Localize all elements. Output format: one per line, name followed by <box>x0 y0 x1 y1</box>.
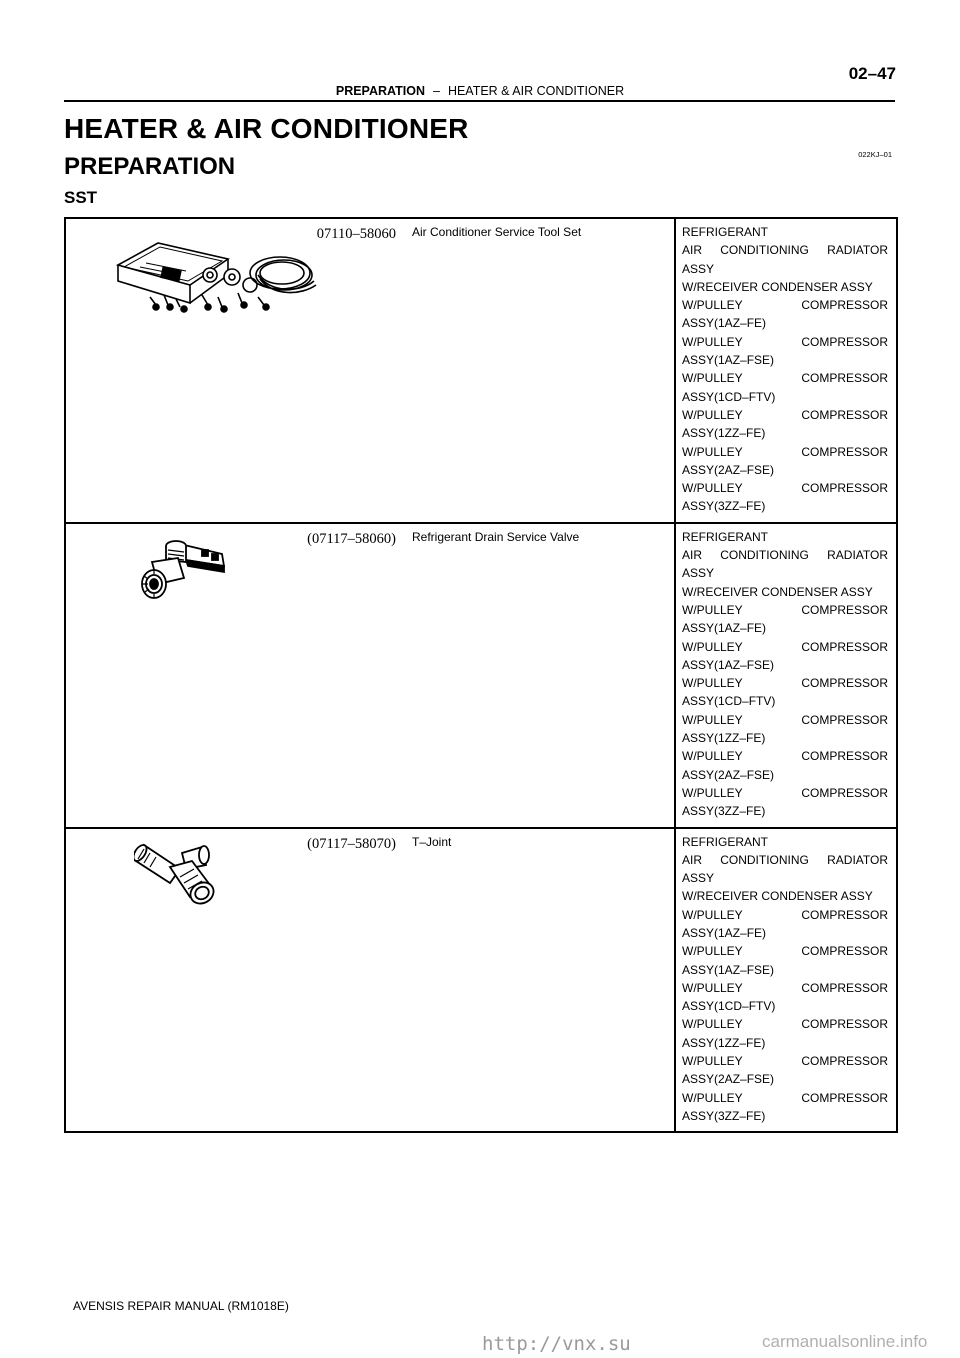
part-number: 07110–58060 <box>316 226 396 242</box>
tool-cell <box>404 828 675 1133</box>
application-line: ASSY(1AZ–FSE) <box>682 353 775 368</box>
application-line: ASSY(2AZ–FSE) <box>682 462 775 477</box>
application-line: W/PULLEY COMPRESSOR <box>682 407 888 422</box>
application-line: AIR CONDITIONING RADIATOR <box>682 243 888 258</box>
application-line: ASSY(1CD–FTV) <box>682 999 776 1014</box>
application-line: W/RECEIVER CONDENSER ASSY <box>682 279 873 294</box>
tool-name: T–Joint <box>412 834 452 849</box>
image-cell <box>65 523 404 828</box>
t-joint-illustration-icon <box>134 839 220 905</box>
application-line: ASSY(1AZ–FSE) <box>682 962 775 977</box>
applications-list <box>676 219 896 522</box>
application-line: W/PULLEY COMPRESSOR <box>682 1017 888 1032</box>
applications-list <box>676 524 896 827</box>
application-line: REFRIGERANT <box>682 225 769 239</box>
category-heading: SST <box>64 188 98 207</box>
application-line: ASSY(1ZZ–FE) <box>682 731 766 746</box>
application-line: ASSY(1AZ–FSE) <box>682 657 775 672</box>
application-line: W/PULLEY COMPRESSOR <box>682 334 888 349</box>
tool-cell <box>404 218 675 523</box>
header-separator: – <box>432 84 440 98</box>
table-row <box>65 523 897 828</box>
drain-valve-illustration-icon <box>140 532 232 604</box>
application-line: W/PULLEY COMPRESSOR <box>682 907 888 922</box>
table-row <box>65 218 897 523</box>
application-line: W/PULLEY COMPRESSOR <box>682 639 888 654</box>
application-line: ASSY(1ZZ–FE) <box>682 1035 766 1050</box>
part-number: (07117–58070) <box>307 835 396 852</box>
application-line: ASSY(1AZ–FE) <box>682 316 767 331</box>
application-line: W/PULLEY COMPRESSOR <box>682 602 888 617</box>
section-title: PREPARATION <box>64 153 236 180</box>
application-line: REFRIGERANT <box>682 834 769 849</box>
application-line: W/PULLEY COMPRESSOR <box>682 1090 888 1105</box>
application-line: AIR CONDITIONING RADIATOR <box>682 548 888 563</box>
applications-cell <box>675 828 897 1133</box>
tool-name: Air Conditioner Service Tool Set <box>412 225 582 239</box>
application-line: ASSY(2AZ–FSE) <box>682 767 775 782</box>
application-line: W/PULLEY COMPRESSOR <box>682 944 888 959</box>
application-line: ASSY <box>682 261 715 276</box>
image-cell <box>65 218 404 523</box>
page-number: 02–47 <box>848 64 896 83</box>
tool-cell <box>404 523 675 828</box>
application-line: ASSY(1CD–FTV) <box>682 694 776 709</box>
part-number: (07117–58060) <box>307 530 396 547</box>
application-line: ASSY <box>682 871 715 886</box>
application-line: W/PULLEY COMPRESSOR <box>682 676 888 691</box>
image-cell <box>65 828 404 1133</box>
application-line: W/RECEIVER CONDENSER ASSY <box>682 889 873 904</box>
sst-table <box>64 217 898 1133</box>
application-line: ASSY(3ZZ–FE) <box>682 1108 766 1123</box>
application-line: W/RECEIVER CONDENSER ASSY <box>682 584 873 599</box>
application-line: W/PULLEY COMPRESSOR <box>682 749 888 764</box>
application-line: ASSY(3ZZ–FE) <box>682 499 766 514</box>
page-title: HEATER & AIR CONDITIONER <box>64 113 469 144</box>
application-line: W/PULLEY COMPRESSOR <box>682 712 888 727</box>
application-line: REFRIGERANT <box>682 529 769 544</box>
application-line: W/PULLEY COMPRESSOR <box>682 481 888 496</box>
application-line: W/PULLEY COMPRESSOR <box>682 371 888 386</box>
applications-list <box>676 829 896 1132</box>
application-line: ASSY(1ZZ–FE) <box>682 426 766 441</box>
tool-name: Refrigerant Drain Service Valve <box>412 529 580 544</box>
document-code: 022KJ–01 <box>858 150 892 159</box>
application-line: ASSY(2AZ–FSE) <box>682 1072 775 1087</box>
application-line: W/PULLEY COMPRESSOR <box>682 444 888 459</box>
header-section: PREPARATION <box>335 84 425 98</box>
watermark-link-vnx[interactable]: http://vnx.su <box>482 1333 631 1355</box>
application-line: ASSY(1AZ–FE) <box>682 621 767 636</box>
application-line: ASSY(3ZZ–FE) <box>682 804 766 819</box>
application-line: W/PULLEY COMPRESSOR <box>682 298 888 313</box>
header-chapter: HEATER & AIR CONDITIONER <box>447 84 625 98</box>
application-line: W/PULLEY COMPRESSOR <box>682 980 888 995</box>
running-header <box>0 84 960 98</box>
application-line: ASSY(1CD–FTV) <box>682 389 776 404</box>
application-line: W/PULLEY COMPRESSOR <box>682 785 888 800</box>
application-line: ASSY(1AZ–FE) <box>682 925 767 940</box>
table-row <box>65 828 897 1133</box>
application-line: AIR CONDITIONING RADIATOR <box>682 852 888 867</box>
manual-footer: AVENSIS REPAIR MANUAL (RM1018E) <box>73 1299 289 1313</box>
applications-cell <box>675 523 897 828</box>
header-rule <box>64 100 895 102</box>
application-line: ASSY <box>682 566 715 581</box>
application-line: W/PULLEY COMPRESSOR <box>682 1054 888 1069</box>
service-tool-set-illustration-icon <box>110 237 320 315</box>
applications-cell <box>675 218 897 523</box>
watermark-link-carmanuals[interactable]: carmanualsonline.info <box>762 1332 928 1351</box>
